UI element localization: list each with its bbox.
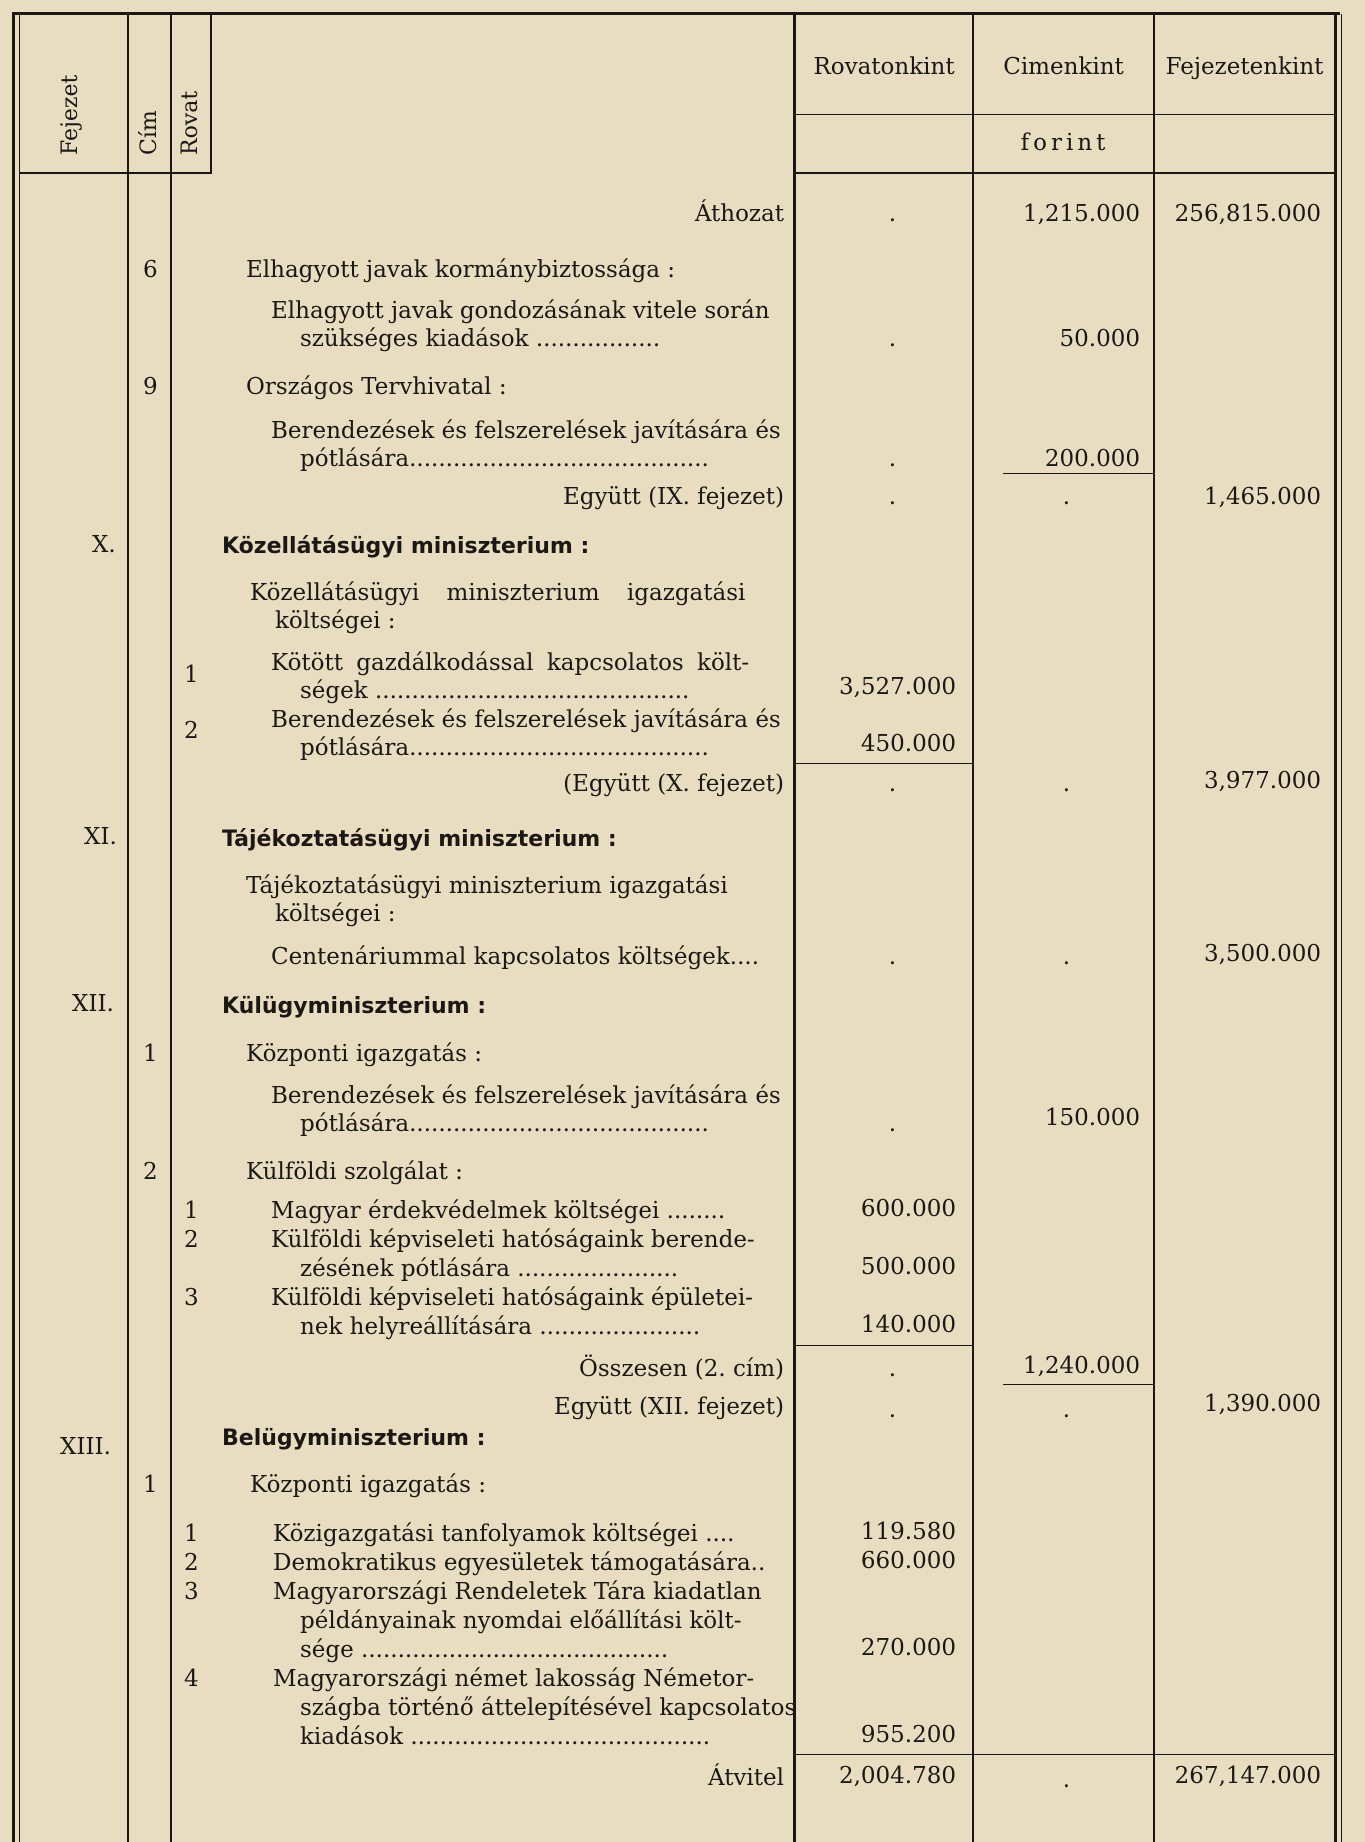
fejezet-x-rovat-2: 2 [184, 718, 199, 744]
fejezet-xiii-rovat-3-value: 270.000 [860, 1635, 956, 1661]
col-rule-fejezet [127, 14, 129, 1842]
fejezet-xiii-rovat-3-line1: Magyarországi Rendeletek Tára kiadatlan [273, 1579, 762, 1605]
fejezet-xii-cim-2-rovat-1-value: 600.000 [860, 1196, 956, 1222]
atvitel-rovat: 2,004.780 [838, 1763, 956, 1789]
fejezet-xii-cim-rule [1003, 1384, 1153, 1385]
col-rule-rovatonkint [972, 14, 974, 1842]
fejezet-xii-total-cim: . [1062, 1397, 1070, 1423]
fejezet-xii-number: XII. [72, 991, 114, 1017]
right-border [1334, 14, 1337, 1842]
fejezet-xii-cim-1-line2: pótlására......................................... [300, 1111, 709, 1137]
header-cimenkint: Cimenkint [1003, 54, 1124, 80]
fejezet-xii-cim-1-rovat: . [888, 1111, 896, 1137]
fejezet-xii-cim-2-rovat-rule [796, 1345, 972, 1346]
header-cim: Cím [137, 110, 162, 155]
fejezet-x-total-rovat: . [888, 771, 896, 797]
fejezet-xii-cim-2-rovat-3: 3 [184, 1285, 199, 1311]
fejezet-xii-cim-1: 1 [143, 1041, 158, 1067]
fejezet-xi-fejezet: 3,500.000 [1203, 941, 1321, 967]
fejezet-xii-cim-2-rovat-3-value: 140.000 [860, 1312, 956, 1338]
fejezet-xii-cim-2-rovat-2-line1: Külföldi képviseleti hatóságaink berende- [271, 1227, 755, 1253]
header-rovat: Rovat [178, 90, 203, 155]
fejezet-xii-cim-2-total-cim: 1,240.000 [1022, 1353, 1140, 1379]
ix-total-fejezet: 1,465.000 [1203, 484, 1321, 510]
left-border-inner [19, 14, 20, 1842]
fejezet-x-rovat-2-value: 450.000 [860, 731, 956, 757]
fejezet-xii-cim-2-rovat-2-line2: zésének pótlására ...................... [300, 1256, 679, 1282]
header-fejezet: Fejezet [58, 74, 83, 155]
cim-6-line2: szükséges kiadások ................. [300, 326, 661, 352]
atvitel-rule [796, 1754, 1334, 1755]
cim-6-cim: 50.000 [1059, 326, 1140, 352]
fejezet-xii-title: Külügyminiszterium : [222, 994, 487, 1019]
fejezet-xiii-rovat-3-line2: példányainak nyomdai előállítási költ- [300, 1608, 742, 1634]
fejezet-xii-total-rovat: . [888, 1397, 896, 1423]
fejezet-x-rovat-2-line2: pótlására......................................... [300, 735, 709, 761]
fejezet-xii-total-fejezet: 1,390.000 [1203, 1391, 1321, 1417]
fejezet-xii-cim-2-rovat-2: 2 [184, 1227, 199, 1253]
fejezet-xii-cim-2-rovat-2-value: 500.000 [860, 1254, 956, 1280]
cim-6-line1: Elhagyott javak gondozásának vitele során [271, 298, 770, 324]
fejezet-xiii-rovat-2-line: Demokratikus egyesületek támogatására.. [273, 1550, 766, 1576]
fejezet-xiii-rovat-2-value: 660.000 [860, 1548, 956, 1574]
cim-9-number: 9 [143, 374, 158, 400]
fejezet-xiii-cim-1-title: Központi igazgatás : [250, 1472, 486, 1498]
fejezet-xii-cim-2-total-rovat: . [888, 1356, 896, 1382]
fejezet-xi-cim: . [1062, 944, 1070, 970]
fejezet-xiii-rovat-4-line2: szágba történő áttelepítésével kapcsolatos [300, 1695, 797, 1721]
cim-9-title: Országos Tervhivatal : [246, 374, 507, 400]
fejezet-xi-number: XI. [84, 824, 117, 850]
fejezet-xiii-number: XIII. [60, 1434, 111, 1460]
fejezet-x-rovat-1-line2: ségek ........................................... [300, 678, 690, 704]
fejezet-xiii-rovat-4: 4 [184, 1666, 199, 1692]
athozat-cim: 1,215.000 [1022, 201, 1140, 227]
cim-9-line1: Berendezések és felszerelések javítására és [271, 418, 781, 444]
fejezet-xii-cim-2-total-label: Összesen (2. cím) [579, 1356, 784, 1382]
fejezet-x-rovat-1-line1: Kötött gazdálkodással kapcsolatos költ- [271, 650, 750, 676]
fejezet-xii-cim-1-title: Központi igazgatás : [246, 1041, 482, 1067]
atvitel-cim: . [1062, 1767, 1070, 1793]
athozat-label: Áthozat [694, 201, 784, 227]
col-rule-rovat [210, 14, 212, 174]
athozat-fejezet: 256,815.000 [1174, 201, 1321, 227]
fejezet-x-rovat-1-value: 3,527.000 [838, 674, 956, 700]
col-rule-cim [170, 14, 172, 1842]
fejezet-xiii-rovat-4-line3: kiadások ......................................... [300, 1724, 711, 1750]
fejezet-xii-cim-2-rovat-3-line1: Külföldi képviseleti hatóságaink épületei- [271, 1285, 753, 1311]
header-fejezetenkint: Fejezetenkint [1165, 54, 1324, 80]
fejezet-xi-title: Tájékoztatásügyi miniszterium : [222, 827, 617, 852]
fejezet-xii-cim-2-rovat-3-line2: nek helyreállítására ...................... [300, 1314, 701, 1340]
fejezet-xiii-rovat-1-value: 119.580 [860, 1519, 956, 1545]
fejezet-xii-cim-2-rovat-1: 1 [184, 1198, 199, 1224]
cim-6-rovat: . [888, 326, 896, 352]
header-left-rule [20, 172, 210, 174]
athozat-rovat: . [888, 201, 896, 227]
fejezet-x-number: X. [92, 532, 116, 558]
fejezet-xiii-rovat-2: 2 [184, 1550, 199, 1576]
fejezet-x-total-fejezet: 3,977.000 [1203, 768, 1321, 794]
fejezet-x-title: Közellátásügyi miniszterium : [222, 534, 590, 559]
fejezet-xii-cim-1-line1: Berendezések és felszerelések javítására és [271, 1083, 781, 1109]
ix-total-rovat: . [888, 484, 896, 510]
header-unit: forint [1020, 130, 1110, 156]
cim-9-cim: 200.000 [1044, 446, 1140, 472]
fejezet-x-sub1: Közellátásügyi miniszterium igazgatási [250, 580, 746, 606]
fejezet-xiii-rovat-3: 3 [184, 1579, 199, 1605]
cim-9-rovat: . [888, 446, 896, 472]
fejezet-xii-cim-2-rovat-1-line: Magyar érdekvédelmek költségei ........ [271, 1198, 726, 1224]
fejezet-xii-cim-2-title: Külföldi szolgálat : [246, 1159, 463, 1185]
fejezet-x-total-cim: . [1062, 771, 1070, 797]
fejezet-xi-rovat: . [888, 944, 896, 970]
fejezet-xiii-rovat-4-line1: Magyarországi német lakosság Németor- [273, 1666, 755, 1692]
atvitel-label: Átvitel [707, 1765, 784, 1791]
header-money-rule [793, 114, 1334, 115]
cim-6-title: Elhagyott javak kormánybiztossága : [246, 257, 676, 283]
right-border-inner [1341, 14, 1342, 1842]
header-bottom-rule [793, 172, 1334, 174]
fejezet-xii-total-label: Együtt (XII. fejezet) [553, 1394, 784, 1420]
cim-9-subtotal-rule [1003, 473, 1153, 474]
fejezet-xi-sub1: Tájékoztatásügyi miniszterium igazgatási [246, 873, 728, 899]
fejezet-xiii-rovat-1: 1 [184, 1521, 199, 1547]
fejezet-xi-line: Centenáriummal kapcsolatos költségek.... [271, 944, 760, 970]
fejezet-xiii-title: Belügyminiszterium : [222, 1426, 486, 1451]
header-rovatonkint: Rovatonkint [813, 54, 955, 80]
fejezet-xii-cim-2: 2 [143, 1159, 158, 1185]
fejezet-xii-cim-1-cim: 150.000 [1044, 1105, 1140, 1131]
fejezet-xiii-rovat-3-line3: sége .......................................... [300, 1637, 669, 1663]
fejezet-xiii-rovat-4-value: 955.200 [860, 1722, 956, 1748]
cim-6-number: 6 [143, 257, 158, 283]
fejezet-xiii-cim-1: 1 [143, 1472, 158, 1498]
atvitel-fejezet: 267,147.000 [1174, 1763, 1321, 1789]
fejezet-x-rovat-1: 1 [184, 662, 199, 688]
fejezet-x-rovat-2-line1: Berendezések és felszerelések javítására és [271, 707, 781, 733]
left-border [12, 14, 15, 1842]
ix-total-label: Együtt (IX. fejezet) [563, 484, 784, 510]
fejezet-x-total-label: (Együtt (X. fejezet) [563, 771, 784, 797]
fejezet-xi-sub2: költségei : [275, 901, 396, 927]
fejezet-xiii-rovat-1-line: Közigazgatási tanfolyamok költségei .... [273, 1521, 735, 1547]
fejezet-x-subtotal-rule [796, 763, 972, 764]
cim-9-line2: pótlására......................................... [300, 446, 709, 472]
fejezet-x-sub2: költségei : [275, 608, 396, 634]
col-rule-cimenkint [1153, 14, 1155, 1842]
ix-total-cim: . [1062, 484, 1070, 510]
